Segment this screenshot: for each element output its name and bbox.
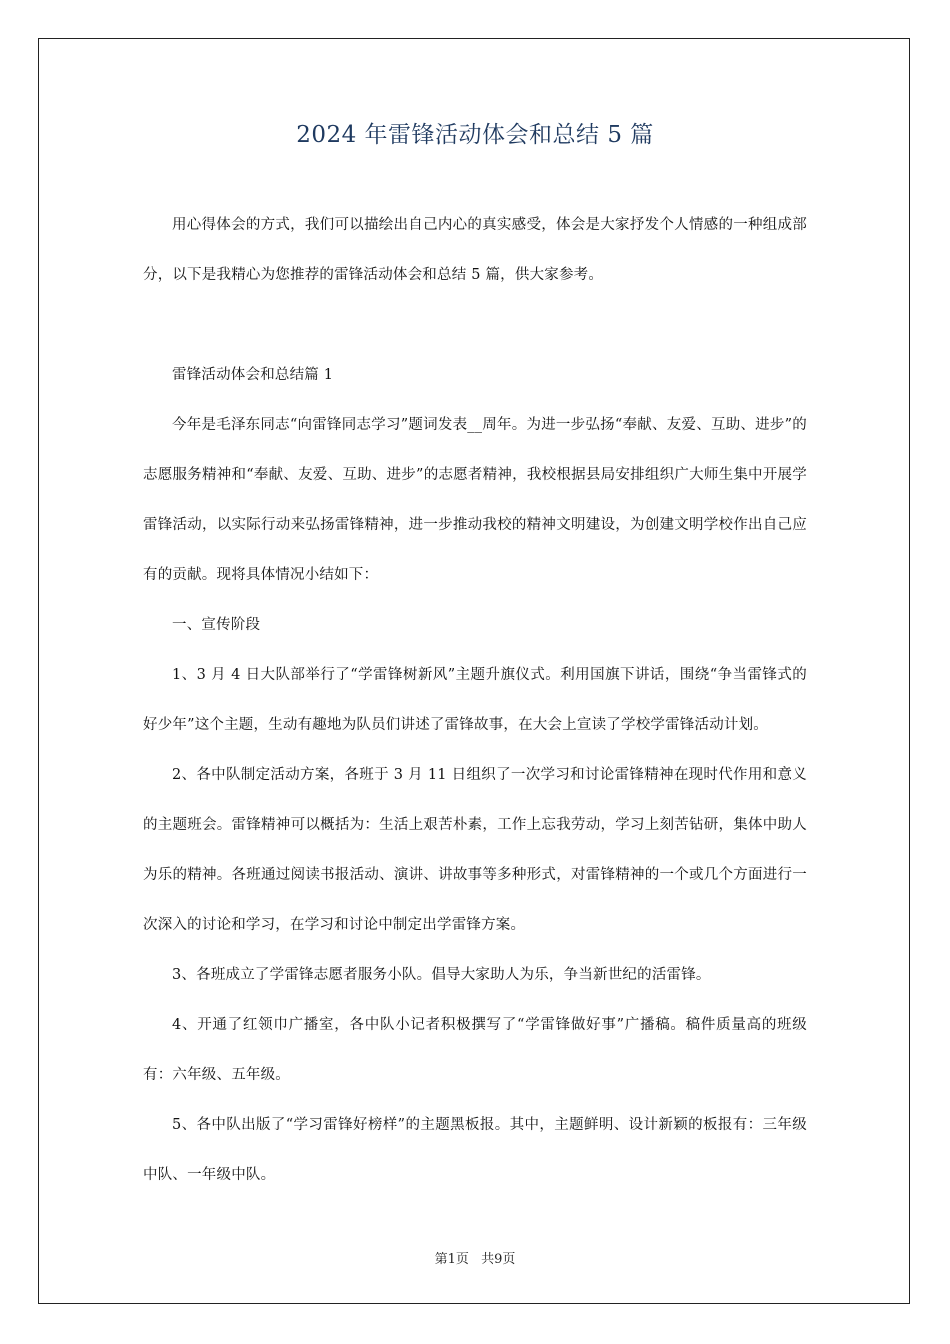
page-footer: [0, 1248, 950, 1267]
intro-paragraph: 用心得体会的方式，我们可以描绘出自己内心的真实感受，体会是大家抒发个人情感的一种组成部分，以下是我精心为您推荐的雷锋活动体会和总结 5 篇，供大家参考。: [143, 217, 807, 283]
page-total: 共9页: [481, 1252, 516, 1267]
list-item: 5、各中队出版了“学习雷锋好榜样”的主题黑板报。其中，主题鲜明、设计新颖的板报有：三年级中队、一年级中队。: [143, 1117, 807, 1183]
subsection-heading: 一、宣传阶段: [172, 617, 261, 633]
document-title: 2024 年雷锋活动体会和总结 5 篇: [296, 122, 654, 148]
list-item: 4、开通了红领巾广播室，各中队小记者积极撰写了“学雷锋做好事”广播稿。稿件质量高的班级有：六年级、五年级。: [143, 1017, 807, 1083]
list-item: 2、各中队制定活动方案，各班于 3 月 11 日组织了一次学习和讨论雷锋精神在现时代作用和意义的主题班会。雷锋精神可以概括为：生活上艰苦朴素，工作上忘我劳动，学习上刻苦钻研，集体中助人为乐的精神。各班通过阅读书报活动、演讲、讲故事等多种形式，对雷锋精神的一个或几个方面进行一次深入的讨论和学习，在学习和讨论中制定出学雷锋方案。: [143, 767, 807, 933]
body-paragraph: 今年是毛泽东同志“向雷锋同志学习”题词发表__周年。为进一步弘扬“奉献、友爱、互助、进步”的志愿服务精神和“奉献、友爱、互助、进步”的志愿者精神，我校根据县局安排组织广大师生集中开展学雷锋活动，以实际行动来弘扬雷锋精神，进一步推动我校的精神文明建设，为创建文明学校作出自己应有的贡献。现将具体情况小结如下：: [143, 417, 807, 583]
list-item: 3、各班成立了学雷锋志愿者服务小队。倡导大家助人为乐，争当新世纪的活雷锋。: [172, 967, 711, 983]
list-item: 1、3 月 4 日大队部举行了“学雷锋树新风”主题升旗仪式。利用国旗下讲话，围绕“争当雷锋式的好少年”这个主题，生动有趣地为队员们讲述了雷锋故事，在大会上宣读了学校学雷锋活动计划。: [143, 667, 807, 733]
document-body: [143, 200, 807, 1200]
section-heading: 雷锋活动体会和总结篇 1: [172, 367, 334, 383]
page-number: 第1页: [434, 1252, 469, 1267]
